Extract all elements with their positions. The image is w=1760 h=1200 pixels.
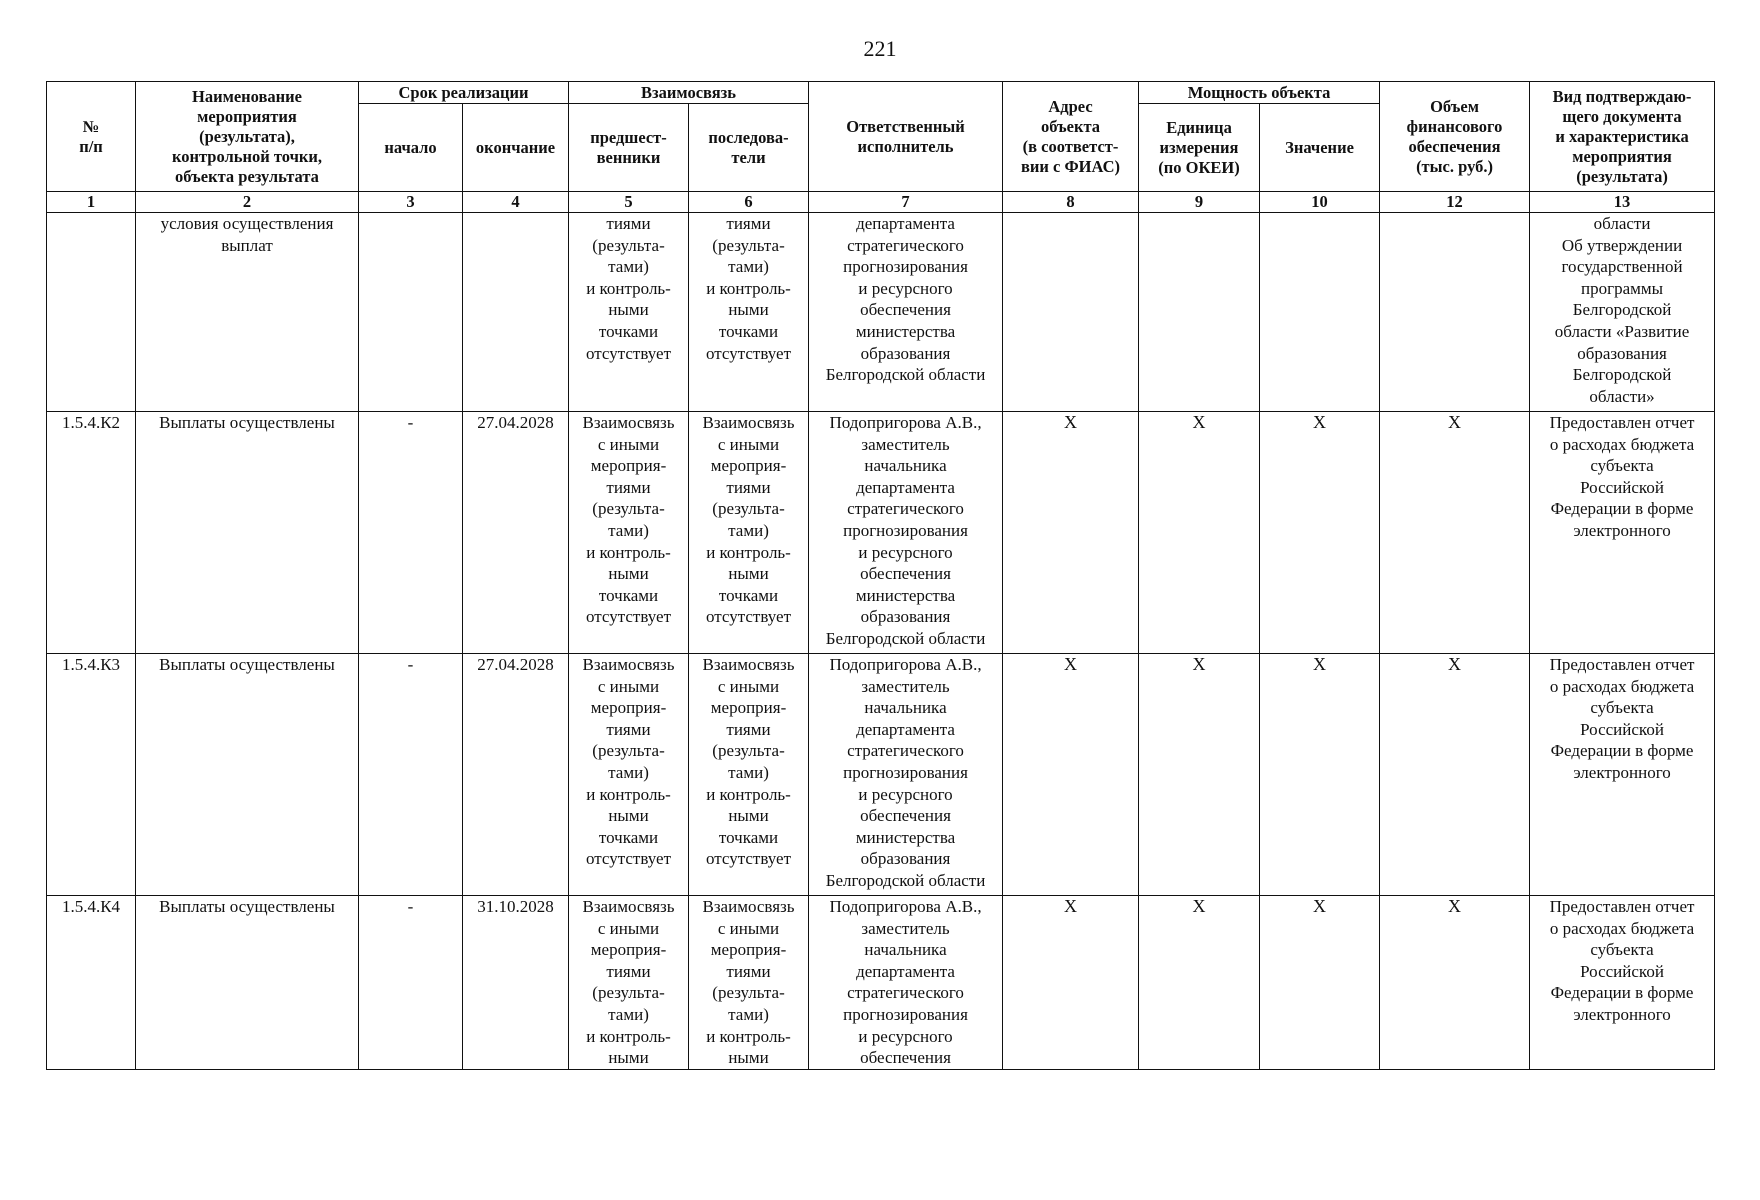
page-number: 221 <box>863 36 897 61</box>
cell-responsible: Подопригорова А.В., заместитель начальника департамента стратегического прогнозирования и ресурсного обеспечения министерства образования Белгородской области <box>809 412 1003 654</box>
cell-document: области Об утверждении государственной программы Белгородской области «Развитие образования Белгородской области» <box>1530 213 1715 412</box>
cell-end: 27.04.2028 <box>463 654 569 896</box>
table-row <box>47 654 1715 896</box>
column-number: 4 <box>463 192 569 213</box>
cell-prev: Взаимосвязь с иными мероприя- тиями (результа- тами) и контроль- ными точками отсутствует <box>569 654 689 896</box>
header-address: Адрес объекта (в соответст- вии с ФИАС) <box>1003 82 1139 192</box>
cell-end: 27.04.2028 <box>463 412 569 654</box>
cell-document: Предоставлен отчет о расходах бюджета субъекта Российской Федерации в форме электронного <box>1530 896 1715 1070</box>
header-finance: Объем финансового обеспечения (тыс. руб.) <box>1380 82 1530 192</box>
table-row-continuation <box>47 213 1715 412</box>
table-row <box>47 896 1715 1070</box>
cell-finance <box>1380 213 1530 412</box>
cell-value: X <box>1260 654 1380 896</box>
column-number: 9 <box>1139 192 1260 213</box>
cell-address: X <box>1003 896 1139 1070</box>
cell-start: - <box>359 896 463 1070</box>
cell-address: X <box>1003 654 1139 896</box>
cell-responsible: Подопригорова А.В., заместитель начальника департамента стратегического прогнозирования и ресурсного обеспечения <box>809 896 1003 1070</box>
cell-value: X <box>1260 896 1380 1070</box>
cell-num: 1.5.4.К4 <box>47 896 136 1070</box>
cell-responsible: Подопригорова А.В., заместитель начальника департамента стратегического прогнозирования и ресурсного обеспечения министерства образования Белгородской области <box>809 654 1003 896</box>
cell-address: X <box>1003 412 1139 654</box>
cell-num <box>47 213 136 412</box>
column-number: 8 <box>1003 192 1139 213</box>
cell-value: X <box>1260 412 1380 654</box>
column-number: 7 <box>809 192 1003 213</box>
cell-start: - <box>359 412 463 654</box>
cell-next: тиями (результа- тами) и контроль- ными точками отсутствует <box>689 213 809 412</box>
cell-name: Выплаты осуществлены <box>136 654 359 896</box>
header-term-group: Срок реализации <box>359 82 569 104</box>
cell-num: 1.5.4.К2 <box>47 412 136 654</box>
cell-unit: X <box>1139 412 1260 654</box>
header-link-next: последова- тели <box>689 104 809 192</box>
column-number: 3 <box>359 192 463 213</box>
header-term-start: начало <box>359 104 463 192</box>
cell-responsible: департамента стратегического прогнозирования и ресурсного обеспечения министерства образования Белгородской области <box>809 213 1003 412</box>
cell-finance: X <box>1380 896 1530 1070</box>
cell-document: Предоставлен отчет о расходах бюджета субъекта Российской Федерации в форме электронного <box>1530 412 1715 654</box>
cell-next: Взаимосвязь с иными мероприя- тиями (результа- тами) и контроль- ными точками отсутствует <box>689 654 809 896</box>
cell-unit: X <box>1139 654 1260 896</box>
header-capacity-group: Мощность объекта <box>1139 82 1380 104</box>
cell-end: 31.10.2028 <box>463 896 569 1070</box>
header-capacity-unit: Единица измерения (по ОКЕИ) <box>1139 104 1260 192</box>
activities-table <box>46 81 1715 1070</box>
cell-name: условия осуществления выплат <box>136 213 359 412</box>
cell-next: Взаимосвязь с иными мероприя- тиями (результа- тами) и контроль- ными точками отсутствует <box>689 412 809 654</box>
cell-num: 1.5.4.К3 <box>47 654 136 896</box>
cell-finance: X <box>1380 412 1530 654</box>
cell-finance: X <box>1380 654 1530 896</box>
column-number: 12 <box>1380 192 1530 213</box>
column-number: 1 <box>47 192 136 213</box>
header-document: Вид подтверждаю- щего документа и характеристика мероприятия (результата) <box>1530 82 1715 192</box>
cell-name: Выплаты осуществлены <box>136 896 359 1070</box>
cell-end <box>463 213 569 412</box>
column-number: 2 <box>136 192 359 213</box>
column-number: 6 <box>689 192 809 213</box>
cell-start <box>359 213 463 412</box>
cell-value <box>1260 213 1380 412</box>
column-number: 5 <box>569 192 689 213</box>
cell-prev: Взаимосвязь с иными мероприя- тиями (результа- тами) и контроль- ными <box>569 896 689 1070</box>
column-number: 10 <box>1260 192 1380 213</box>
cell-unit: X <box>1139 896 1260 1070</box>
header-capacity-value: Значение <box>1260 104 1380 192</box>
cell-name: Выплаты осуществлены <box>136 412 359 654</box>
cell-prev: тиями (результа- тами) и контроль- ными точками отсутствует <box>569 213 689 412</box>
cell-start: - <box>359 654 463 896</box>
cell-prev: Взаимосвязь с иными мероприя- тиями (результа- тами) и контроль- ными точками отсутствует <box>569 412 689 654</box>
cell-document: Предоставлен отчет о расходах бюджета субъекта Российской Федерации в форме электронного <box>1530 654 1715 896</box>
header-link-group: Взаимосвязь <box>569 82 809 104</box>
header-responsible: Ответственный исполнитель <box>809 82 1003 192</box>
header-term-end: окончание <box>463 104 569 192</box>
column-number-row <box>47 192 1715 213</box>
header-num: № п/п <box>47 82 136 192</box>
header-name: Наименование мероприятия (результата), контрольной точки, объекта результата <box>136 82 359 192</box>
cell-address <box>1003 213 1139 412</box>
table-row <box>47 412 1715 654</box>
column-number: 13 <box>1530 192 1715 213</box>
cell-next: Взаимосвязь с иными мероприя- тиями (результа- тами) и контроль- ными <box>689 896 809 1070</box>
cell-unit <box>1139 213 1260 412</box>
header-link-prev: предшест- венники <box>569 104 689 192</box>
